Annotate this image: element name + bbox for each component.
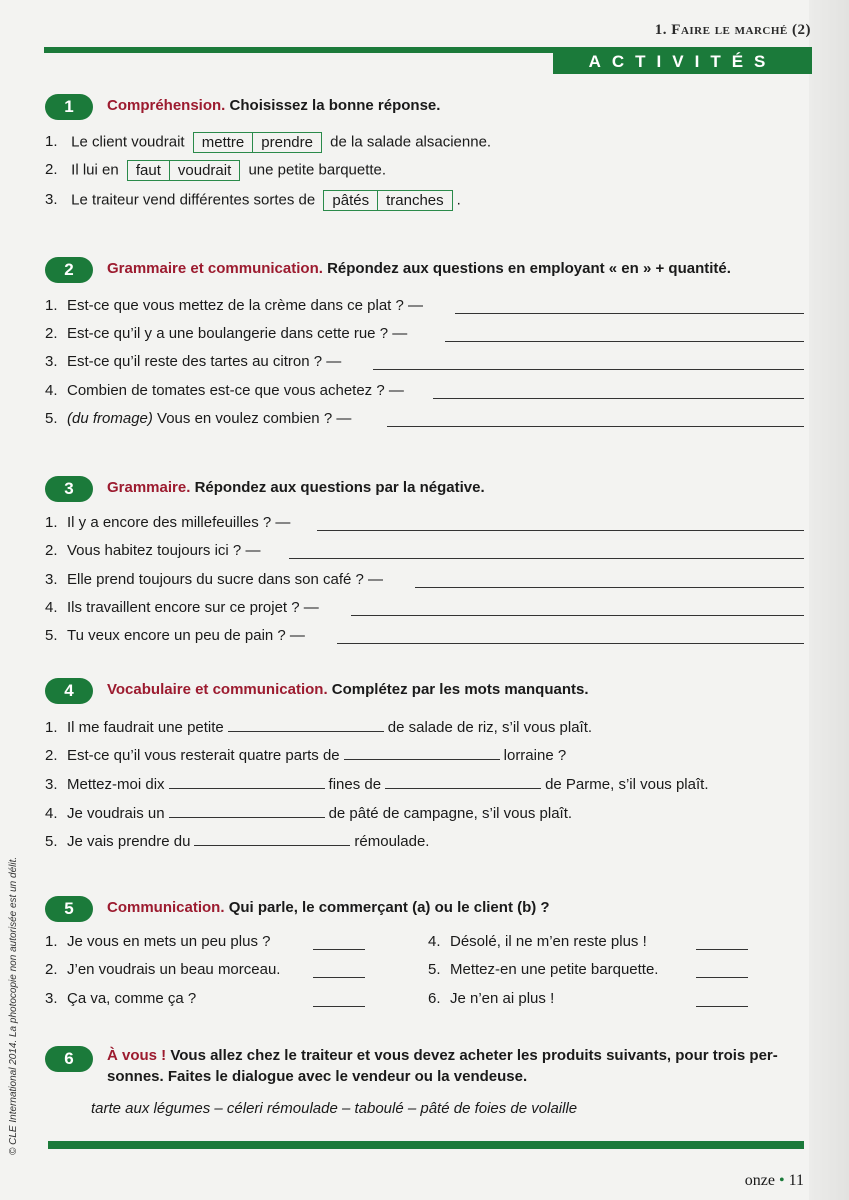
exercise-instruction: Complétez par les mots manquants. bbox=[331, 681, 589, 698]
question-row bbox=[45, 990, 196, 1007]
exercise-title bbox=[107, 260, 731, 277]
answer-line[interactable] bbox=[455, 313, 804, 314]
copyright-notice: © CLE International 2014. La photocopie non autorisée est un délit. bbox=[8, 856, 19, 1155]
answer-blank[interactable] bbox=[385, 774, 541, 789]
exercise-instruction: Répondez aux questions en employant « en » + quantité. bbox=[327, 260, 731, 277]
question-number: 4. bbox=[428, 933, 441, 950]
question-row bbox=[45, 803, 572, 822]
answer-line[interactable] bbox=[415, 587, 804, 588]
question-row bbox=[45, 831, 429, 850]
question-text: Le traiteur vend différentes sortes de bbox=[71, 191, 316, 209]
question-text: Je voudrais un bbox=[67, 805, 165, 822]
question-row bbox=[45, 571, 383, 588]
exercise-number: 2 bbox=[45, 257, 93, 283]
question-row bbox=[45, 961, 280, 978]
question-number: 1. bbox=[45, 719, 58, 736]
page-number bbox=[745, 1172, 804, 1190]
question-text: Le client voudrait bbox=[71, 133, 185, 151]
exercise-number: 4 bbox=[45, 678, 93, 704]
question-row bbox=[45, 514, 290, 531]
answer-line[interactable] bbox=[387, 426, 804, 427]
question-text: Il lui en bbox=[71, 161, 119, 179]
question-text: Désolé, il ne m’en reste plus ! bbox=[450, 933, 647, 950]
question-row bbox=[45, 542, 260, 559]
question-row bbox=[45, 325, 407, 342]
choice-option[interactable]: mettre bbox=[201, 134, 245, 151]
question-number: 1. bbox=[45, 514, 58, 531]
page-edge-shadow bbox=[809, 0, 849, 1200]
question-text: Je vais prendre du bbox=[67, 833, 191, 850]
question-row bbox=[45, 353, 341, 370]
exercise-instruction: Choisissez la bonne réponse. bbox=[229, 97, 441, 114]
exercise-title bbox=[107, 97, 440, 114]
question-text: Il me faudrait une petite bbox=[67, 719, 224, 736]
question-text: Ça va, comme ça ? bbox=[67, 990, 197, 1007]
question-text: rémoulade. bbox=[354, 833, 430, 850]
question-text: Elle prend toujours du sucre dans son café ? — bbox=[67, 571, 384, 588]
question-text: J’en voudrais un beau morceau. bbox=[67, 961, 281, 978]
question-row bbox=[428, 990, 554, 1007]
answer-line[interactable] bbox=[317, 530, 804, 531]
question-number: 3. bbox=[45, 990, 58, 1007]
question-row bbox=[428, 961, 658, 978]
choice-option[interactable]: pâtés bbox=[332, 192, 370, 209]
answer-line[interactable] bbox=[433, 398, 804, 399]
choice-option[interactable]: faut bbox=[135, 162, 161, 179]
question-text: Combien de tomates est-ce que vous achetez ? — bbox=[67, 382, 404, 399]
choice-box bbox=[323, 190, 452, 211]
answer-blank[interactable] bbox=[344, 745, 500, 760]
footer-rule bbox=[48, 1141, 804, 1149]
question-text: lorraine ? bbox=[503, 747, 567, 764]
choice-option[interactable]: voudrait bbox=[169, 161, 239, 180]
question-number: 4. bbox=[45, 599, 58, 616]
question-text: Est-ce que vous mettez de la crème dans ce plat ? — bbox=[67, 297, 424, 314]
exercise-keyword: Grammaire et communication. bbox=[107, 260, 323, 277]
question-number: 3. bbox=[45, 571, 58, 588]
question-number: 1. bbox=[45, 297, 58, 314]
product-list: tarte aux légumes – céleri rémoulade – taboulé – pâté de foies de volaille bbox=[91, 1100, 578, 1117]
page-word: onze bbox=[744, 1172, 775, 1189]
exercise-keyword: Vocabulaire et communication. bbox=[107, 681, 328, 698]
answer-line[interactable] bbox=[313, 977, 365, 978]
question-number: 2. bbox=[45, 161, 58, 179]
answer-line[interactable] bbox=[445, 341, 804, 342]
chapter-title: 1. Faire le marché (2) bbox=[654, 22, 811, 38]
question-hint: (du fromage) bbox=[67, 410, 153, 427]
question-text: fines de bbox=[328, 776, 382, 793]
question-number: 3. bbox=[45, 353, 58, 370]
question-text: . bbox=[456, 191, 461, 209]
question-number: 3. bbox=[45, 776, 58, 793]
question-text: Il y a encore des millefeuilles ? — bbox=[67, 514, 291, 531]
exercise-title bbox=[107, 681, 589, 698]
exercise-instruction: Qui parle, le commerçant (a) ou le client (b) ? bbox=[228, 899, 550, 916]
question-row bbox=[45, 382, 404, 399]
question-text: de Parme, s’il vous plaît. bbox=[545, 776, 709, 793]
answer-blank[interactable] bbox=[169, 774, 325, 789]
question-text: Ils travaillent encore sur ce projet ? — bbox=[67, 599, 319, 616]
question-row bbox=[45, 410, 351, 427]
question-text: Je n’en ai plus ! bbox=[450, 990, 555, 1007]
question-text: de pâté de campagne, s’il vous plaît. bbox=[328, 805, 573, 822]
question-row bbox=[45, 627, 305, 644]
question-text: Est-ce qu’il y a une boulangerie dans cette rue ? — bbox=[67, 325, 408, 342]
question-text: une petite barquette. bbox=[248, 161, 387, 179]
answer-line[interactable] bbox=[313, 1006, 365, 1007]
question-number: 6. bbox=[428, 990, 441, 1007]
question-text: Est-ce qu’il reste des tartes au citron ? — bbox=[67, 353, 342, 370]
exercise-instruction: Vous allez chez le traiteur et vous devez acheter les produits suivants, pour trois per- bbox=[170, 1047, 778, 1064]
answer-line[interactable] bbox=[313, 949, 365, 950]
question-text: Tu veux encore un peu de pain ? — bbox=[67, 627, 305, 644]
question-number: 5. bbox=[45, 410, 58, 427]
question-number: 2. bbox=[45, 747, 58, 764]
question-text: Je vous en mets un peu plus ? bbox=[67, 933, 271, 950]
exercise-number: 3 bbox=[45, 476, 93, 502]
question-number: 1. bbox=[45, 133, 58, 151]
exercise-keyword: À vous ! bbox=[107, 1047, 167, 1064]
question-row bbox=[45, 933, 270, 950]
choice-option[interactable]: tranches bbox=[377, 191, 452, 210]
question-number: 4. bbox=[45, 382, 58, 399]
answer-line[interactable] bbox=[373, 369, 804, 370]
question-number: 2. bbox=[45, 325, 58, 342]
answer-line[interactable] bbox=[696, 949, 748, 950]
question-row bbox=[428, 933, 647, 950]
exercise-title bbox=[107, 899, 550, 916]
question-number: 3. bbox=[45, 191, 58, 209]
exercise-title bbox=[107, 479, 485, 496]
question-row bbox=[45, 160, 386, 181]
exercise-keyword: Communication. bbox=[107, 899, 225, 916]
question-row bbox=[45, 774, 708, 793]
question-number: 5. bbox=[45, 833, 58, 850]
exercise-instruction: sonnes. Faites le dialogue avec le vendeur ou la vendeuse. bbox=[107, 1068, 528, 1085]
question-number: 5. bbox=[428, 961, 441, 978]
bullet-icon: • bbox=[778, 1172, 785, 1189]
exercise-title bbox=[107, 1045, 807, 1087]
question-row bbox=[45, 190, 461, 211]
answer-blank[interactable] bbox=[228, 717, 384, 732]
question-row bbox=[45, 599, 319, 616]
choice-box bbox=[193, 132, 322, 153]
exercise-number: 6 bbox=[45, 1046, 93, 1072]
exercise-keyword: Compréhension. bbox=[107, 97, 226, 114]
question-row bbox=[45, 297, 423, 314]
answer-blank[interactable] bbox=[169, 803, 325, 818]
question-text: de salade de riz, s’il vous plaît. bbox=[387, 719, 593, 736]
answer-line[interactable] bbox=[289, 558, 804, 559]
answer-line[interactable] bbox=[696, 1006, 748, 1007]
answer-blank[interactable] bbox=[194, 831, 350, 846]
question-text: de la salade alsacienne. bbox=[330, 133, 492, 151]
exercise-number: 5 bbox=[45, 896, 93, 922]
answer-line[interactable] bbox=[696, 977, 748, 978]
question-text: Est-ce qu’il vous resterait quatre parts de bbox=[67, 747, 340, 764]
question-text: Vous habitez toujours ici ? — bbox=[67, 542, 261, 559]
question-row bbox=[45, 717, 592, 736]
question-number: 2. bbox=[45, 542, 58, 559]
choice-option[interactable]: prendre bbox=[252, 133, 321, 152]
page-digit: 11 bbox=[788, 1172, 804, 1189]
exercise-keyword: Grammaire. bbox=[107, 479, 191, 496]
question-number: 2. bbox=[45, 961, 58, 978]
activities-banner: ACTIVITÉS bbox=[553, 50, 812, 74]
answer-line[interactable] bbox=[351, 615, 804, 616]
question-row bbox=[45, 132, 491, 153]
question-text: Mettez-en une petite barquette. bbox=[450, 961, 659, 978]
question-row bbox=[45, 745, 566, 764]
answer-line[interactable] bbox=[337, 643, 804, 644]
question-number: 5. bbox=[45, 627, 58, 644]
question-text: Mettez-moi dix bbox=[67, 776, 165, 793]
exercise-number: 1 bbox=[45, 94, 93, 120]
question-number: 4. bbox=[45, 805, 58, 822]
question-number: 1. bbox=[45, 933, 58, 950]
question-text: Vous en voulez combien ? — bbox=[152, 410, 352, 427]
exercise-instruction: Répondez aux questions par la négative. bbox=[194, 479, 485, 496]
choice-box bbox=[127, 160, 240, 181]
